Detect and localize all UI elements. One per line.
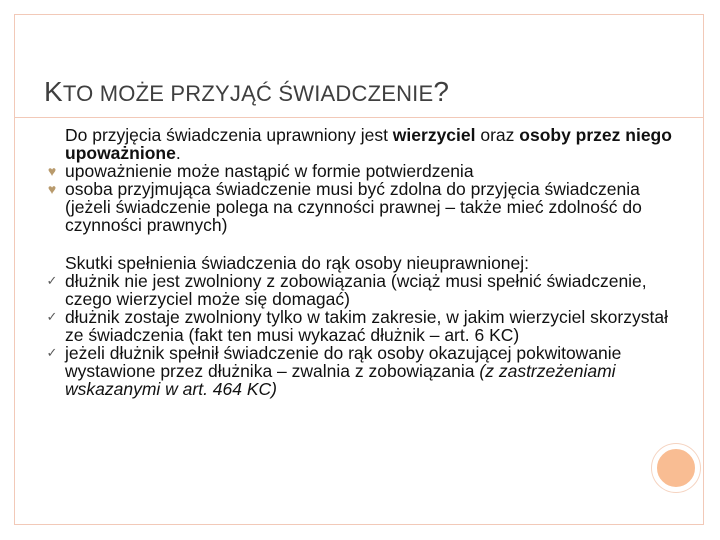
list-item: ♥ upoważnienie może nastąpić w formie potwierdzenia [44, 162, 674, 180]
section2-intro: Skutki spełnienia świadczenia do rąk osoby nieuprawnionej: [65, 253, 530, 273]
check-icon: ✓ [46, 273, 58, 288]
check-icon: ✓ [46, 309, 58, 324]
heart-icon: ♥ [47, 181, 57, 197]
list-item: ♥ osoba przyjmująca świadczenie musi być zdolna do przyjęcia świadczenia (jeżeli świadczenie polega na czynności prawnej – także mieć zdolność do czynności prawnych) [44, 180, 674, 234]
decorative-circle [652, 444, 700, 492]
check-icon: ✓ [46, 345, 58, 360]
list-item: ✓ dłużnik nie jest zwolniony z zobowiązania (wciąż musi spełnić świadczenie, czego wierzyciel może się domagać) [44, 272, 674, 308]
heart-icon: ♥ [47, 163, 57, 179]
list-item: ✓ jeżeli dłużnik spełnił świadczenie do rąk osoby okazującej pokwitowanie wystawione przez dłużnika – zwalnia z zobowiązania (z zastrzeżeniami wskazanymi w art. 464 KC) [44, 344, 674, 398]
list-item: ✓ dłużnik zostaje zwolniony tylko w takim zakresie, w jakim wierzyciel skorzystał ze świadczenia (fakt ten musi wykazać dłużnik – art. 6 KC) [44, 308, 674, 344]
slide-title: KTO MOŻE PRZYJĄĆ ŚWIADCZENIE? [44, 76, 450, 107]
section1-intro: Do przyjęcia świadczenia uprawniony jest wierzyciel oraz osoby przez niego upoważnione. [65, 125, 672, 163]
slide-body [44, 126, 674, 398]
title-divider [14, 117, 704, 118]
